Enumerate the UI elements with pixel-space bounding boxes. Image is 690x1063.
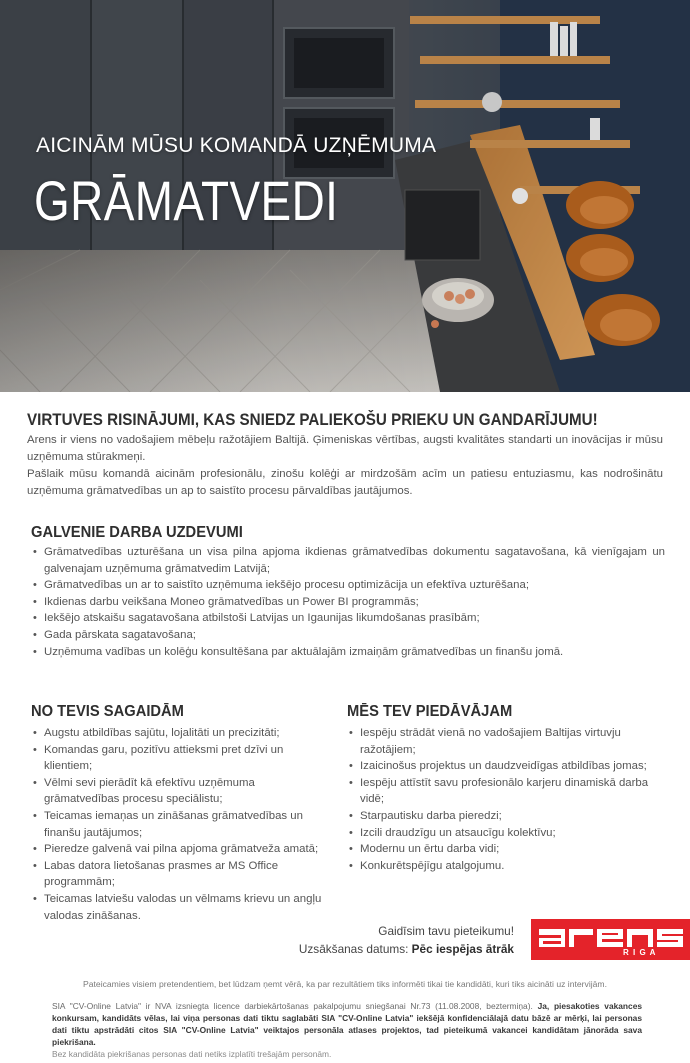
list-item: • Gada pārskata sagatavošana; xyxy=(31,627,665,644)
list-item: • Grāmatvedības uzturēšana un visa pilna apjoma ikdienas grāmatvedības dokumentu sagatavošana, kā vienīgajam un galvenajam uzņēmuma grāmatvedim Latvijā; xyxy=(31,544,665,577)
legal-license: SIA "CV-Online Latvia" ir NVA izsniegta licence darbiekārtošanas pakalpojumu sniegšanai Nr.73 (11.08.2008, beztermiņa). xyxy=(52,1001,533,1011)
offer-section xyxy=(347,703,672,874)
call-to-action xyxy=(299,924,514,956)
list-item: • Konkurētspējīgu atalgojumu. xyxy=(347,858,672,875)
logo-city: R I G A xyxy=(623,948,657,957)
offer-list xyxy=(347,725,672,874)
legal-consent: Ja, piesakoties vakances konkursam, kandidāts vēlas, lai viņa personas dati tiktu saglabāti SIA "CV-Online Latvia" iekšējā konfidenciālajā datu bāzē ar mērķi, lai personas dati tiktu apstrādāti citos SIA "CV-Online Latvia" veiktajos personāla atlases projektos, tad pieteikumā vakancei kandidātam jānorāda sava piekrišana. xyxy=(52,1001,643,1047)
duties-list xyxy=(31,544,665,660)
list-item: • Iekšējo atskaišu sagatavošana atbilstoši Latvijas un Igaunijas likumdošanas prasībām; xyxy=(31,610,665,627)
legal-notice xyxy=(52,1000,642,1060)
thanks-note: Pateicamies visiem pretendentiem, bet lūdzam ņemt vērā, ka par rezultātiem tiks informēti tikai tie kandidāti, kuri tiks aicināti uz intervijām. xyxy=(83,979,607,989)
list-item: • Ikdienas darbu veikšana Moneo grāmatvedības un Power BI programmās; xyxy=(31,594,665,611)
offer-heading: MĒS TEV PIEDĀVĀJAM xyxy=(347,703,513,720)
list-item: • Starpautisku darba pieredzi; xyxy=(347,808,672,825)
list-item: • Izcili draudzīgu un atsaucīgu kolektīvu; xyxy=(347,825,672,842)
intro-heading: VIRTUVES RISINĀJUMI, KAS SNIEDZ PALIEKOŠU PRIEKU UN GANDARĪJUMU! xyxy=(27,411,598,429)
list-item: • Pieredze galvenā vai pilna apjoma grāmatveža amatā; xyxy=(31,841,331,858)
intro-paragraph-2: Pašlaik mūsu komandā aicinām profesionālu, zinošu kolēģi ar mirdzošām acīm un patiesu entuziasmu, kas nodrošinātu uzņēmuma grāmatvedības un ap to saistīto procesu pārvaldības jautājumos. xyxy=(27,468,663,497)
list-item: • Uzņēmuma vadības un kolēģu konsultēšana par aktuālajām izmaiņām grāmatvedības un finanšu jomā. xyxy=(31,644,665,661)
hero-subtitle: AICINĀM MŪSU KOMANDĀ UZŅĒMUMA xyxy=(36,134,437,157)
list-item: • Iespēju strādāt vienā no vadošajiem Baltijas virtuvju ražotājiem; xyxy=(347,725,672,758)
intro-section xyxy=(27,411,663,500)
duties-section xyxy=(31,524,665,660)
hero-banner xyxy=(0,0,690,392)
start-date xyxy=(299,942,514,956)
list-item: • Labas datora lietošanas prasmes ar MS Office programmām; xyxy=(31,858,331,891)
requirements-section xyxy=(31,703,331,924)
start-date-value: Pēc iespējas ātrāk xyxy=(411,942,514,956)
list-item: • Iespēju attīstīt savu profesionālo karjeru dinamiskā darba vidē; xyxy=(347,775,672,808)
list-item: • Komandas garu, pozitīvu attieksmi pret dzīvi un klientiem; xyxy=(31,742,331,775)
start-date-label: Uzsākšanas datums: xyxy=(298,942,409,956)
cta-line: Gaidīsim tavu pieteikumu! xyxy=(378,924,514,938)
intro-paragraph-1: Arens ir viens no vadošajiem mēbeļu ražotājiem Baltijā. Ģimeniskas vērtības, augsti kvalitātes standarti un inovācijas ir mūsu uzņēmuma stūrakmeņi. xyxy=(27,434,663,463)
list-item: • Modernu un ērtu darba vidi; xyxy=(347,841,672,858)
list-item: • Grāmatvedības un ar to saistīto uzņēmuma iekšējo procesu optimizācija un efektīva uzturēšana; xyxy=(31,577,665,594)
arens-logo xyxy=(531,919,690,960)
hero-title: GRĀMATVEDI xyxy=(34,169,339,232)
list-item: • Vēlmi sevi pierādīt kā efektīvu uzņēmuma grāmatvedības procesu speciālistu; xyxy=(31,775,331,808)
list-item: • Teicamas iemaņas un zināšanas grāmatvedības un finanšu jautājumos; xyxy=(31,808,331,841)
list-item: • Augstu atbildības sajūtu, lojalitāti un precizitāti; xyxy=(31,725,331,742)
requirements-list xyxy=(31,725,331,924)
requirements-heading: NO TEVIS SAGAIDĀM xyxy=(31,703,184,720)
list-item: • Teicamas latviešu valodas un vēlmams krievu un angļu valodas zināšanas. xyxy=(31,891,331,924)
legal-privacy: Bez kandidāta piekrišanas personas dati netiks izplatīti trešajām personām. xyxy=(52,1049,332,1059)
duties-heading: GALVENIE DARBA UZDEVUMI xyxy=(31,524,243,541)
list-item: • Izaicinošus projektus un daudzveidīgas atbildības jomas; xyxy=(347,758,672,775)
arens-wordmark xyxy=(531,919,690,960)
